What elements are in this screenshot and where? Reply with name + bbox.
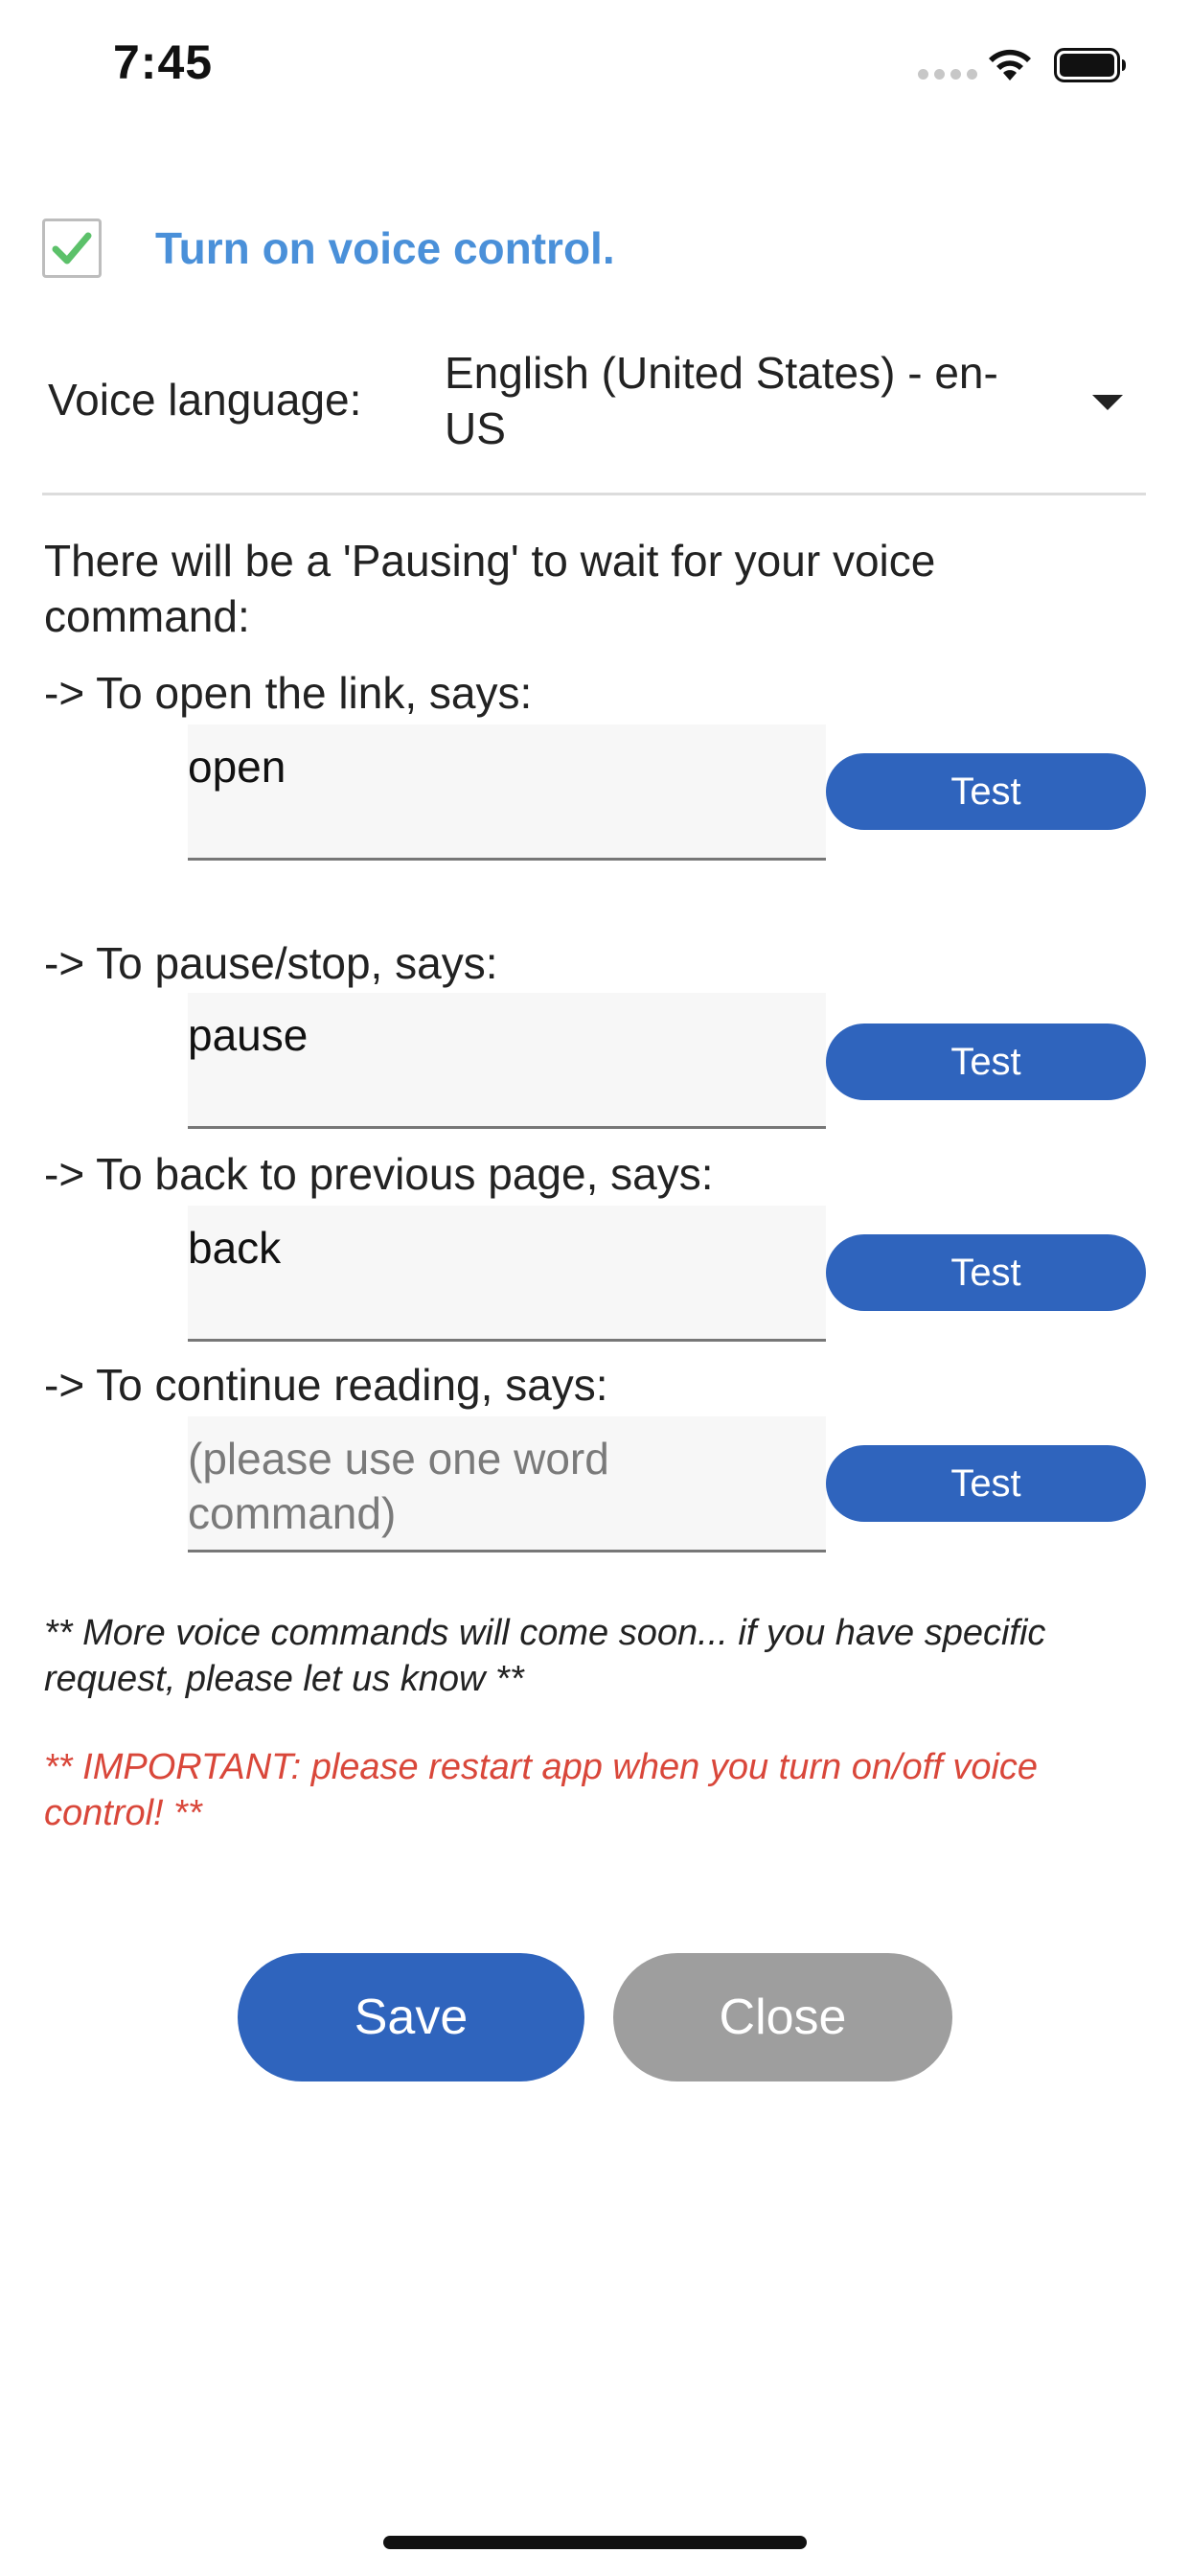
dropdown-arrow-icon (1092, 395, 1123, 410)
divider (42, 493, 1146, 495)
important-note: ** IMPORTANT: please restart app when you turn on/off voice control! ** (44, 1747, 1039, 1833)
back-command-label: -> To back to previous page, says: (44, 1149, 714, 1199)
status-time: 7:45 (113, 35, 214, 89)
home-indicator (383, 2536, 807, 2549)
test-back-button[interactable]: Test (826, 1234, 1146, 1311)
close-button[interactable]: Close (613, 1953, 952, 2082)
more-commands-note: ** More voice commands will come soon... if you have specific request, please let us know ** (44, 1613, 1046, 1699)
wifi-icon (985, 44, 1035, 82)
continue-command-placeholder: (please use one word command) (188, 1434, 609, 1538)
voice-control-label[interactable]: Turn on voice control. (155, 223, 615, 273)
pause-command-input[interactable] (188, 993, 826, 1129)
voice-language-value: English (United States) - en-US (445, 348, 998, 453)
back-command-input[interactable] (188, 1206, 826, 1342)
voice-language-label: Voice language: (48, 375, 362, 425)
continue-command-input[interactable] (188, 1416, 826, 1552)
checkmark-icon (50, 226, 94, 270)
signal-dots-icon (918, 69, 977, 82)
test-open-button[interactable]: Test (826, 753, 1146, 830)
continue-command-label: -> To continue reading, says: (44, 1360, 608, 1410)
voice-language-dropdown[interactable] (445, 345, 1144, 460)
voice-control-checkbox[interactable] (42, 218, 102, 278)
back-command-value: back (188, 1223, 282, 1273)
battery-icon (1054, 48, 1127, 82)
pause-command-label: -> To pause/stop, says: (44, 938, 498, 988)
open-command-input[interactable] (188, 724, 826, 861)
open-command-value: open (188, 742, 286, 792)
test-pause-button[interactable]: Test (826, 1024, 1146, 1100)
intro-text: There will be a 'Pausing' to wait for your voice command: (44, 536, 936, 641)
test-continue-button[interactable]: Test (826, 1445, 1146, 1522)
open-command-label: -> To open the link, says: (44, 668, 533, 718)
status-bar (0, 0, 1190, 134)
save-button[interactable]: Save (238, 1953, 584, 2082)
voice-control-toggle-row[interactable] (42, 215, 615, 282)
pause-command-value: pause (188, 1010, 309, 1060)
